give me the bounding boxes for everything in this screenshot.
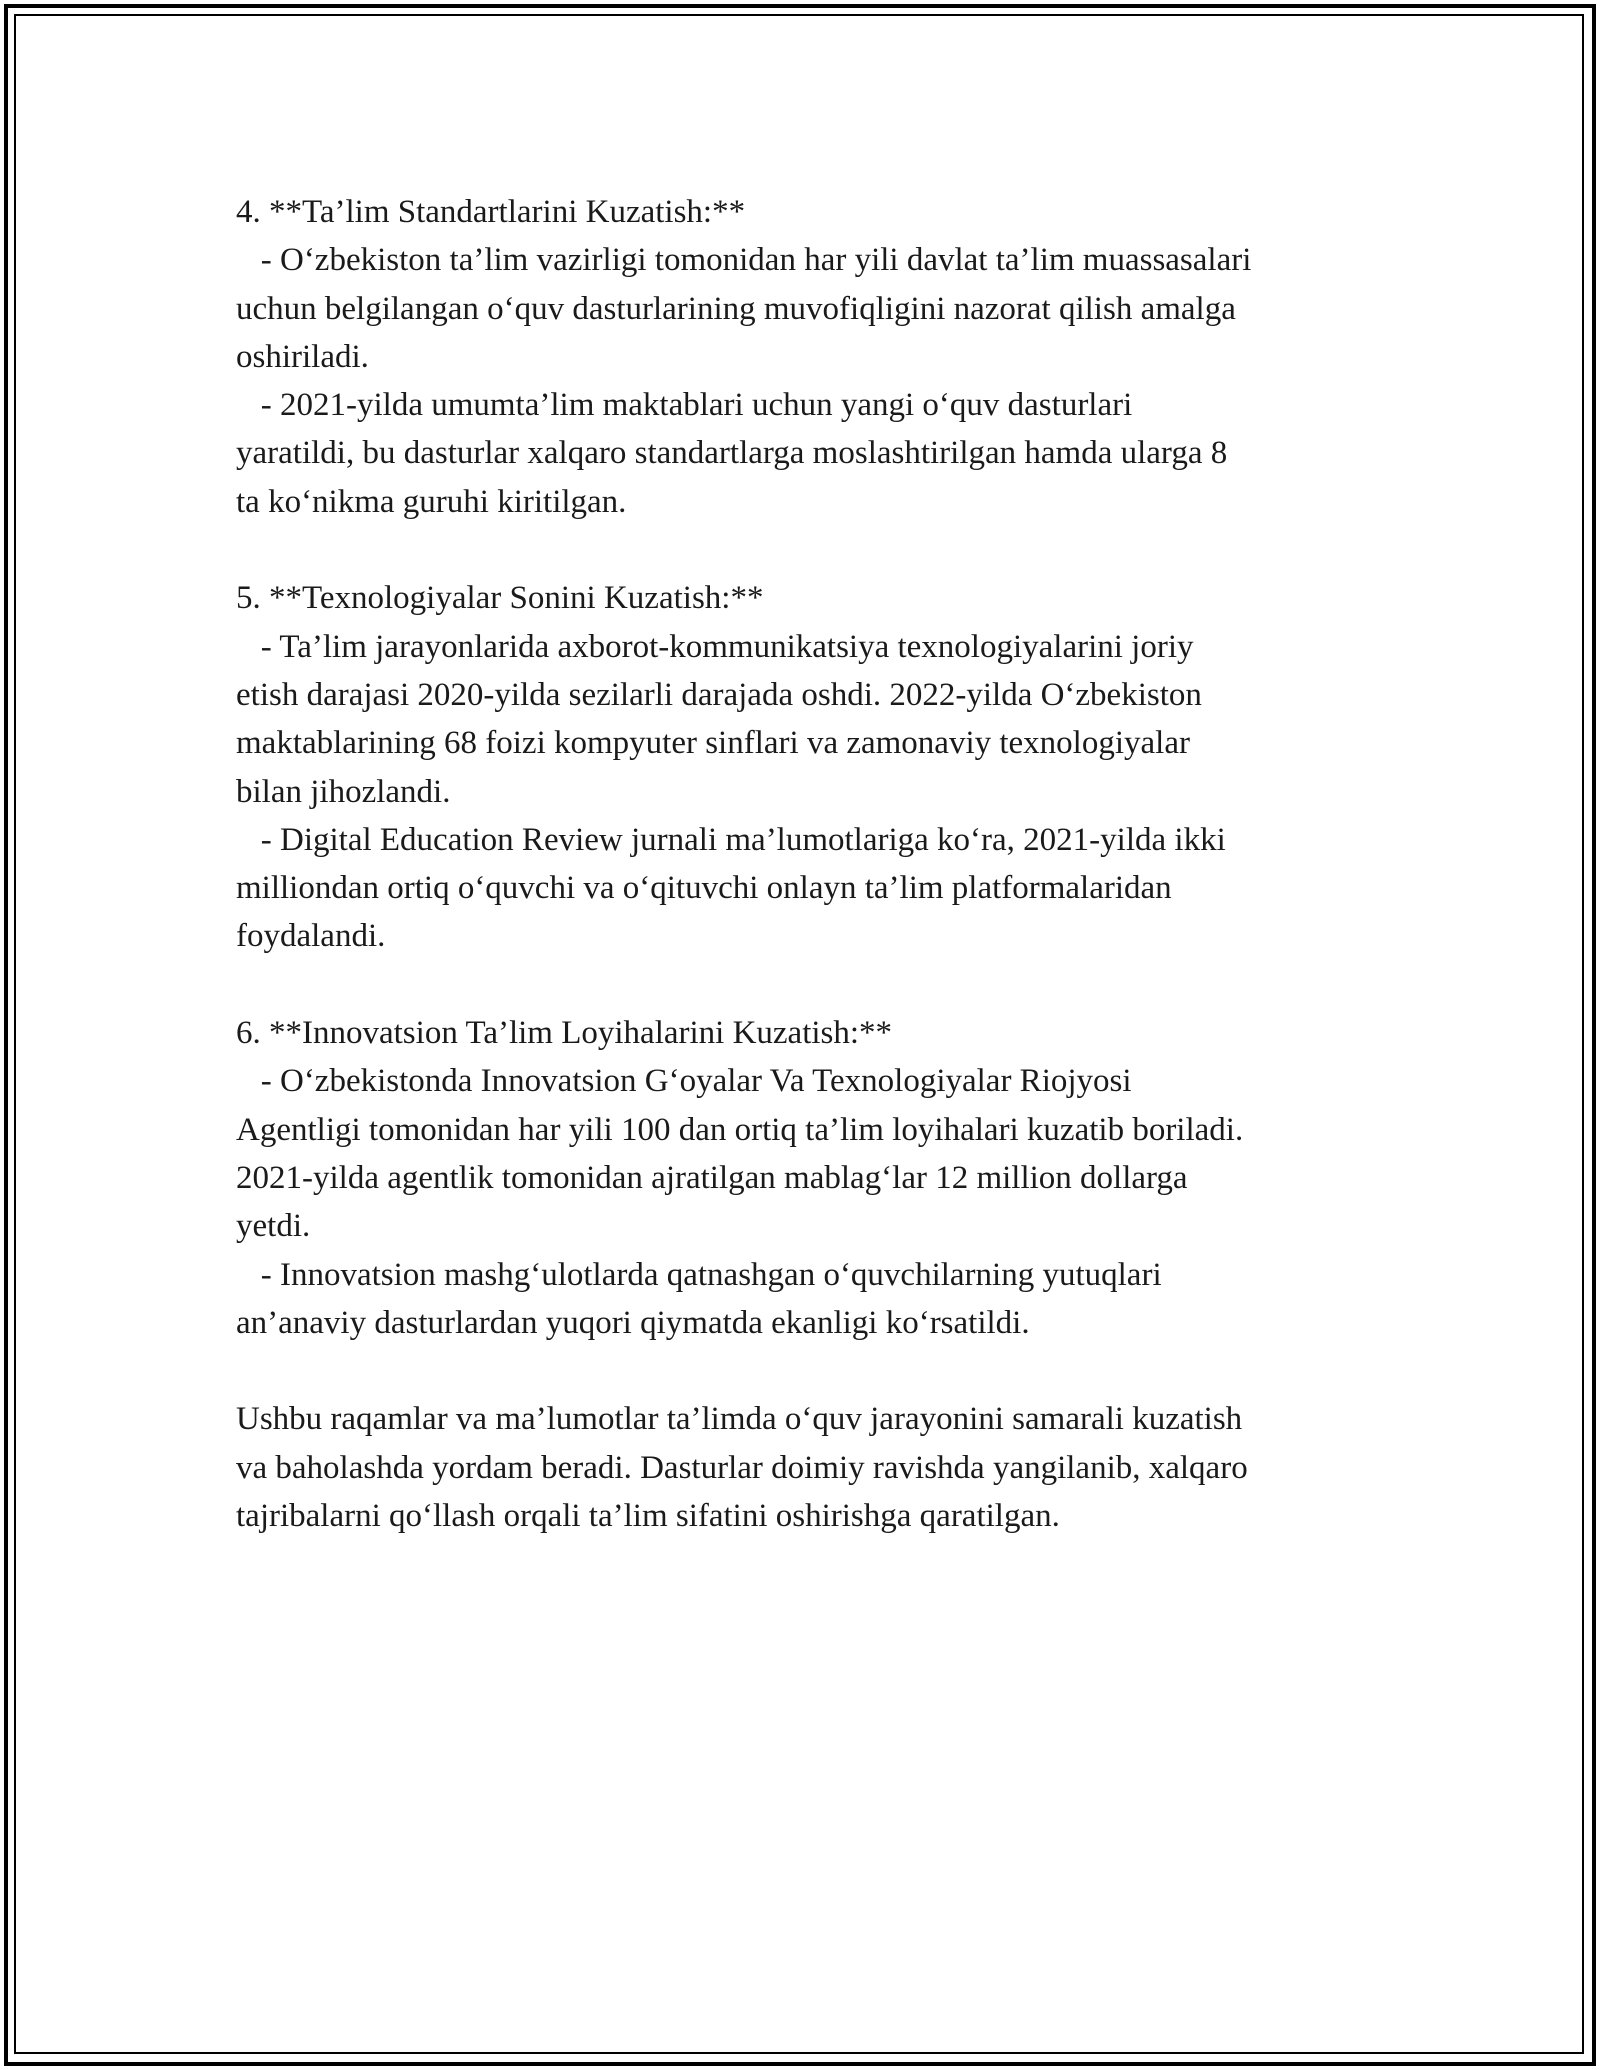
section-heading: 4. **Ta’lim Standartlarini Kuzatish:**	[236, 194, 746, 230]
text-line: uchun belgilangan o‘quv dasturlarining muvofiqligini nazorat qilish amalga	[236, 290, 1236, 327]
text-line: an’anaviy dasturlardan yuqori qiymatda ekanligi ko‘rsatildi.	[236, 1304, 1030, 1341]
text-line: yaratildi, bu dasturlar xalqaro standartlarga moslashtirilgan hamda ularga 8	[236, 435, 1228, 472]
text-line: va baholashda yordam beradi. Dasturlar doimiy ravishda yangilanib, xalqaro	[236, 1449, 1248, 1486]
text-line: 2021-yilda agentlik tomonidan ajratilgan mablag‘lar 12 million dollarga	[236, 1159, 1188, 1196]
document-body	[236, 188, 1396, 1540]
text-line: - Digital Education Review jurnali ma’lumotlariga ko‘ra, 2021-yilda ikki	[236, 821, 1226, 858]
paragraph-gap	[236, 961, 1396, 1009]
paragraph-gap	[236, 526, 1396, 574]
section-talim-standartlari	[236, 188, 1396, 526]
paragraph-gap	[236, 1347, 1396, 1395]
section-innovatsion-loyihalar	[236, 1009, 1396, 1347]
text-line: bilan jihozlandi.	[236, 773, 451, 810]
text-line: foydalandi.	[236, 918, 386, 955]
text-line: - O‘zbekiston ta’lim vazirligi tomonidan har yili davlat ta’lim muassasalari	[236, 242, 1252, 279]
section-heading: 5. **Texnologiyalar Sonini Kuzatish:**	[236, 580, 764, 617]
text-line: - Innovatsion mashg‘ulotlarda qatnashgan o‘quvchilarning yutuqlari	[236, 1256, 1162, 1293]
text-line: etish darajasi 2020-yilda sezilarli darajada oshdi. 2022-yilda O‘zbekiston	[236, 676, 1202, 713]
section-conclusion	[236, 1395, 1396, 1540]
text-line: - O‘zbekistonda Innovatsion G‘oyalar Va Texnologiyalar Riojyosi	[236, 1063, 1132, 1100]
text-line: Ushbu raqamlar va ma’lumotlar ta’limda o‘quv jarayonini samarali kuzatish	[236, 1401, 1243, 1438]
text-line: - Ta’lim jarayonlarida axborot-kommunikatsiya texnologiyalarini joriy	[236, 628, 1194, 665]
text-line: oshiriladi.	[236, 338, 369, 375]
text-line: - 2021-yilda umumta’lim maktablari uchun yangi o‘quv dasturlari	[236, 387, 1133, 424]
text-line: ta ko‘nikma guruhi kiritilgan.	[236, 483, 627, 520]
text-line: Agentligi tomonidan har yili 100 dan ortiq ta’lim loyihalari kuzatib boriladi.	[236, 1111, 1244, 1148]
text-line: tajribalarni qo‘llash orqali ta’lim sifatini oshirishga qaratilgan.	[236, 1498, 1060, 1535]
text-line: maktablarining 68 foizi kompyuter sinflari va zamonaviy texnologiyalar	[236, 725, 1190, 762]
section-heading: 6. **Innovatsion Ta’lim Loyihalarini Kuzatish:**	[236, 1015, 893, 1052]
text-line: milliondan ortiq o‘quvchi va o‘qituvchi onlayn ta’lim platformalaridan	[236, 870, 1172, 907]
text-line: yetdi.	[236, 1208, 311, 1245]
section-texnologiyalar	[236, 574, 1396, 960]
